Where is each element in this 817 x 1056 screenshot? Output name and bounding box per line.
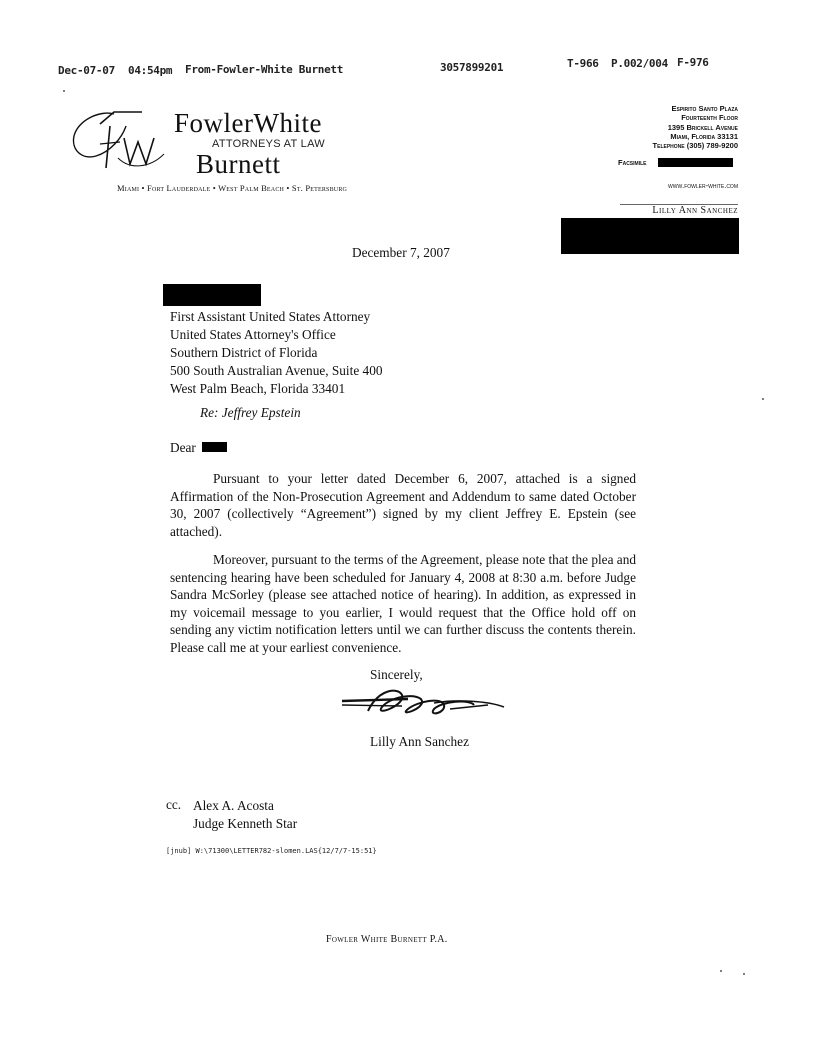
fax-from: From-Fowler-White Burnett <box>185 63 344 76</box>
scan-speck <box>720 970 722 972</box>
cc-recipient: Judge Kenneth Star <box>193 816 298 831</box>
firm-address <box>653 104 738 150</box>
document-reference: [jnub] W:\71300\LETTER782-slomen.LAS{12/7/7-15:51} <box>166 847 377 855</box>
fax-t-code: T-966 <box>567 57 599 70</box>
paragraph-1: Pursuant to your letter dated December 6, 2007, attached is a signed Affirmation of the Non-Prosecution Agreement and Addendum to same dated October 30, 2007 (collectively “Agreement”) signed by my client Jeffrey E. Epstein (see attached). <box>170 471 636 539</box>
firm-name-line2: Burnett <box>196 149 281 179</box>
cc-recipient: Alex A. Acosta <box>193 798 274 813</box>
signer-name: Lilly Ann Sanchez <box>370 734 469 749</box>
closing: Sincerely, <box>370 667 423 682</box>
fax-time: 04:54pm <box>128 64 173 77</box>
cc-label: cc. <box>166 797 182 812</box>
author-name: Lilly Ann Sanchez <box>652 205 738 216</box>
signature-image <box>338 683 510 723</box>
re-line: Re: Jeffrey Epstein <box>200 405 301 420</box>
recipient-line: West Palm Beach, Florida 33401 <box>170 381 346 396</box>
fax-f-code: F-976 <box>677 56 709 69</box>
recipient-line: First Assistant United States Attorney <box>170 309 371 324</box>
cc-list <box>193 797 297 833</box>
recipient-line: Southern District of Florida <box>170 345 318 360</box>
scan-speck <box>743 973 745 975</box>
address-line: 1395 Brickell Avenue <box>667 122 738 132</box>
scan-speck <box>63 90 65 92</box>
recipient-line: United States Attorney's Office <box>170 327 336 342</box>
fax-page: P.002/004 <box>611 57 668 70</box>
redaction-bar <box>561 218 739 254</box>
address-line: Espirito Santo Plaza <box>671 104 738 113</box>
redaction-bar <box>202 442 227 452</box>
redaction-bar <box>163 284 261 306</box>
firm-website: www.fowler-white.com <box>668 181 738 190</box>
recipient-line: 500 South Australian Avenue, Suite 400 <box>170 363 383 378</box>
fax-number: 3057899201 <box>440 61 504 74</box>
attorneys-at-law: ATTORNEYS AT LAW <box>212 138 325 150</box>
paragraph-2: Moreover, pursuant to the terms of the Agreement, please note that the plea and sentencing hearing have been scheduled for January 4, 2008 at 8:30 a.m. before Judge Sandra McSorley (please see attached notice of hearing). In addition, as expressed in my voicemail message to you earlier, I would request that the Office hold off on sending any victim notification letters until we can further discuss the contents therein. Please call me at your earliest convenience. <box>170 552 636 655</box>
facsimile-label: Facsimile <box>618 158 647 167</box>
salutation: Dear <box>170 440 196 455</box>
footer-firm-name: Fowler White Burnett P.A. <box>326 934 448 945</box>
office-locations: Miami • Fort Lauderdale • West Palm Beach • St. Petersburg <box>117 183 348 193</box>
address-line: Miami, Florida 33131 <box>670 131 738 141</box>
address-line: Fourteenth Floor <box>681 113 738 123</box>
fax-date: Dec-07-07 <box>58 64 115 77</box>
redaction-bar <box>658 158 733 167</box>
scan-speck <box>762 398 764 400</box>
firm-name-line1: FowlerWhite <box>174 108 322 138</box>
telephone: Telephone (305) 789-9200 <box>652 141 738 151</box>
recipient-address <box>170 308 383 398</box>
firm-monogram-logo <box>70 108 175 180</box>
letter-date: December 7, 2007 <box>352 245 450 260</box>
